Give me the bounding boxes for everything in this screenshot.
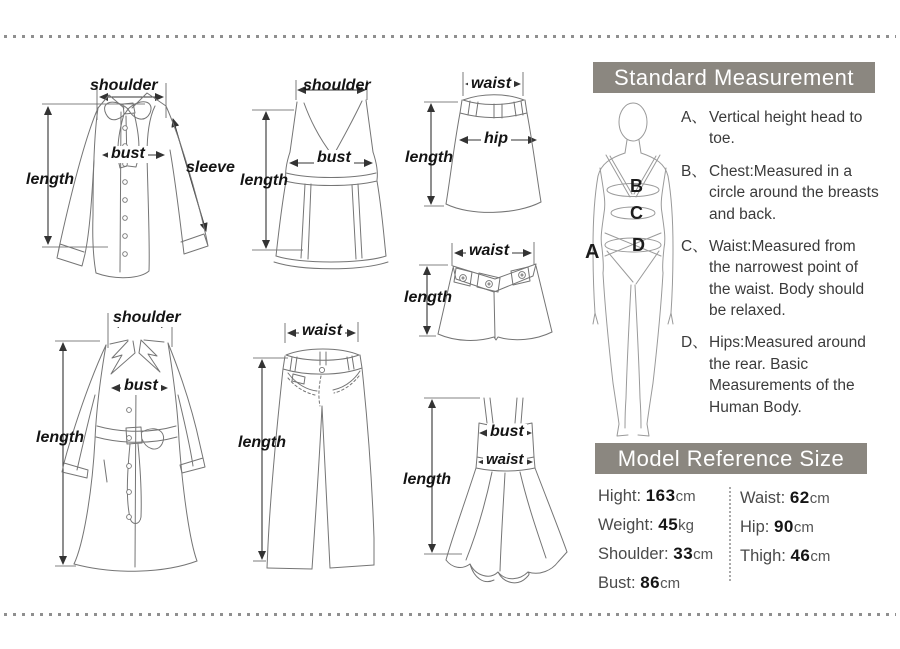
definition-text: Chest:Measured in a circle around the breasts and back. <box>709 162 879 223</box>
definition-item <box>681 107 879 150</box>
stat-label: Weight: <box>598 516 654 534</box>
stat-value: 90 <box>773 517 794 536</box>
skirt-hip-label: hip <box>481 131 511 148</box>
tank-shoulder-label: shoulder <box>303 77 371 94</box>
shorts-length-label: length <box>404 289 452 306</box>
stat-label: Hight: <box>598 487 642 505</box>
stat-label: Hip: <box>740 518 770 536</box>
definition-key: D、 <box>681 334 708 352</box>
figure-point-b: B <box>630 176 643 196</box>
garment-diagrams <box>0 40 580 610</box>
stat-unit: cm <box>693 546 714 563</box>
tank-bust-label: bust <box>314 150 354 167</box>
pants-waist-label: waist <box>299 323 345 340</box>
coat-shoulder-label: shoulder <box>110 310 184 327</box>
figure-point-d: D <box>632 235 645 255</box>
blouse-bust-label: bust <box>108 146 148 163</box>
stat-value: 62 <box>789 488 810 507</box>
definition-text: Vertical height head to toe. <box>709 109 863 148</box>
blouse-length-label: length <box>26 171 74 188</box>
stat-waist <box>740 488 875 508</box>
stat-unit: kg <box>678 517 694 534</box>
stat-weight <box>598 515 733 535</box>
pants-length-label: length <box>238 434 286 451</box>
stat-shoulder <box>598 544 733 564</box>
model-reference-header: Model Reference Size <box>595 443 867 474</box>
measurement-definitions <box>681 107 879 429</box>
dress-waist-label: waist <box>483 452 527 468</box>
definition-key: A、 <box>681 109 707 126</box>
stat-value: 163 <box>645 486 676 505</box>
shorts-waist-label: waist <box>466 243 512 260</box>
stat-unit: cm <box>793 519 814 536</box>
stat-bust <box>598 573 733 593</box>
stat-height <box>598 486 733 506</box>
figure-point-c: C <box>630 203 643 223</box>
stat-value: 45 <box>658 515 679 534</box>
stat-label: Shoulder: <box>598 545 669 563</box>
dress-bust-label: bust <box>487 424 527 441</box>
bottom-dotted-divider <box>4 613 896 616</box>
stat-label: Bust: <box>598 574 636 592</box>
top-dotted-divider <box>4 35 896 38</box>
definition-text: Waist:Measured from the narrowest point of the waist. Body should be relaxed. <box>709 237 865 319</box>
stat-unit: cm <box>810 548 831 565</box>
definition-item <box>681 236 879 322</box>
tank-length-label: length <box>240 172 288 189</box>
skirt-length-label: length <box>405 149 453 166</box>
definition-key: B、 <box>681 162 707 180</box>
stat-thigh <box>740 546 875 566</box>
coat-length-label: length <box>36 429 84 446</box>
model-stats-left-column <box>598 486 733 602</box>
blouse-sleeve-label: sleeve <box>186 159 235 176</box>
stat-unit: cm <box>675 488 696 505</box>
stat-value: 33 <box>673 544 694 563</box>
definition-item <box>681 332 879 418</box>
blouse-shoulder-label: shoulder <box>90 77 158 94</box>
stat-unit: cm <box>809 490 830 507</box>
stat-value: 86 <box>640 573 661 592</box>
stat-value: 46 <box>790 546 811 565</box>
figure-point-a: A <box>585 241 600 263</box>
stat-label: Thigh: <box>740 547 786 565</box>
model-stats-right-column <box>740 488 875 575</box>
stat-hip <box>740 517 875 537</box>
stat-label: Waist: <box>740 489 786 507</box>
definition-item <box>681 161 879 225</box>
dress-length-label: length <box>403 471 451 488</box>
stat-unit: cm <box>660 575 681 592</box>
body-figure <box>580 98 685 438</box>
coat-bust-label: bust <box>121 378 161 395</box>
definition-key: C、 <box>681 237 708 255</box>
standard-measurement-header: Standard Measurement <box>593 62 875 93</box>
stats-dotted-divider <box>729 487 731 581</box>
definition-text: Hips:Measured around the rear. Basic Measurements of the Human Body. <box>709 334 866 416</box>
skirt-waist-label: waist <box>468 76 514 93</box>
